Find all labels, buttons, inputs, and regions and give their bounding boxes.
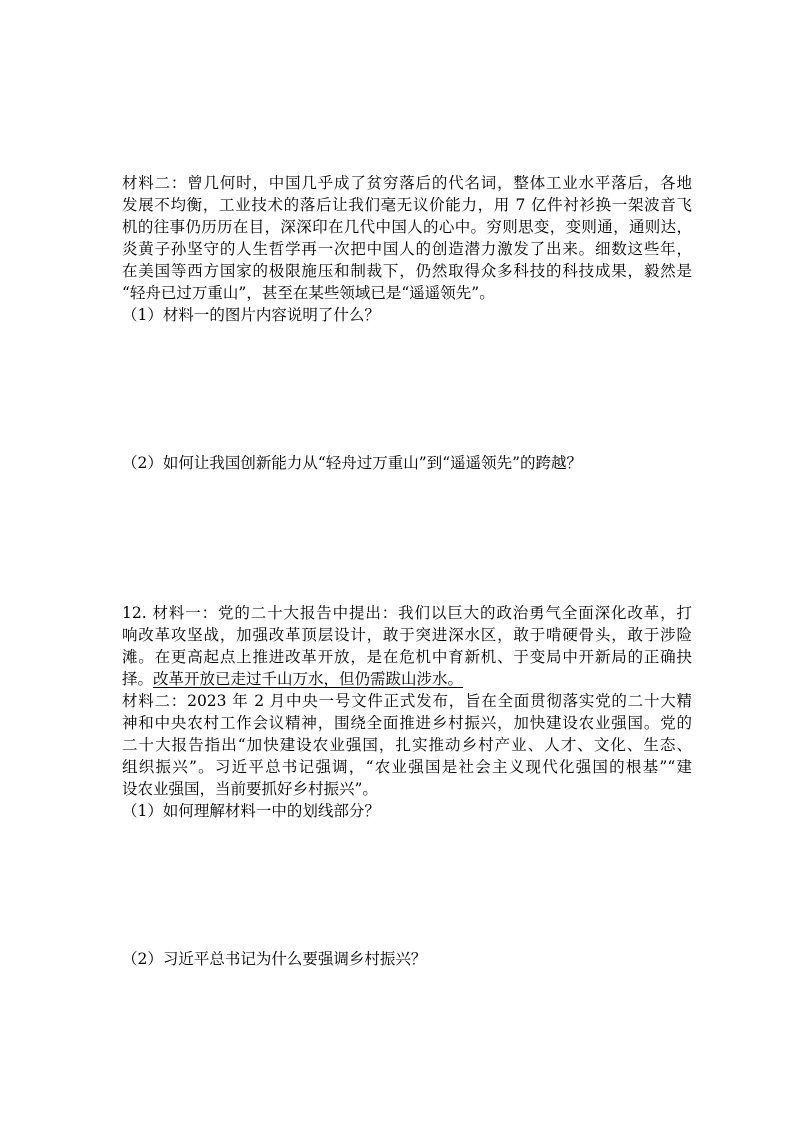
q12-material1-line-2: 响改革攻坚战，加强改革顶层设计，敢于突进深水区，敢于啃硬骨头，敢于涉险 xyxy=(122,626,692,644)
question-1: （1）材料一的图片内容说明了什么？ xyxy=(122,306,380,324)
material2-line-4: 炎黄子孙坚守的人生哲学再一次把中国人的创造潜力激发了出来。细数这些年， xyxy=(122,240,692,258)
material2-line-2: 发展不均衡，工业技术的落后让我们毫无议价能力，用 7 亿件衬衫换一架波音飞 xyxy=(122,196,692,214)
q12-underlined-sentence: 改革开放已走过千山万水，但仍需跋山涉水。 xyxy=(153,670,464,688)
material2-line-5: 在美国等西方国家的极限施压和制裁下，仍然取得众多科技的科技成果，毅然是 xyxy=(122,262,692,280)
q12-question-1: （1）如何理解材料一中的划线部分？ xyxy=(122,802,380,820)
q12-material2-line-1: 材料二：2023 年 2 月中央一号文件正式发布，旨在全面贯彻落实党的二十大精 xyxy=(122,692,692,710)
q12-material2-line-3: 二十大报告指出“加快建设农业强国，扎实推动乡村产业、人才、文化、生态、 xyxy=(122,736,692,754)
q12-material1-line-3: 滩。在更高起点上推进改革开放，是在危机中育新机、于变局中开新局的正确抉 xyxy=(122,648,692,666)
q12-material1-line-1: 12. 材料一：党的二十大报告中提出：我们以巨大的政治勇气全面深化改革，打 xyxy=(122,604,692,622)
material2-line-1: 材料二：曾几何时，中国几乎成了贫穷落后的代名词，整体工业水平落后，各地 xyxy=(122,174,692,192)
material2-line-3: 机的往事仍历历在目，深深印在几代中国人的心中。穷则思变，变则通，通则达， xyxy=(122,218,692,236)
q12-material1-plain-text: 择。 xyxy=(122,670,154,688)
question-2: （2）如何让我国创新能力从“轻舟过万重山”到“遥遥领先”的跨越？ xyxy=(122,454,583,472)
q12-material2-line-5: 设农业强国，当前要抓好乡村振兴”。 xyxy=(122,780,378,798)
material2-line-6: “轻舟已过万重山”，甚至在某些领域已是“遥遥领先”。 xyxy=(122,284,495,302)
q12-question-2: （2）习近平总书记为什么要强调乡村振兴？ xyxy=(122,950,427,968)
q12-material2-line-2: 神和中央农村工作会议精神，围绕全面推进乡村振兴，加快建设农业强国。党的 xyxy=(122,714,692,732)
q12-material2-line-4: 组织振兴”。习近平总书记强调，“农业强国是社会主义现代化强国的根基”“建 xyxy=(122,758,692,776)
q12-material1-line-4 xyxy=(122,668,692,690)
